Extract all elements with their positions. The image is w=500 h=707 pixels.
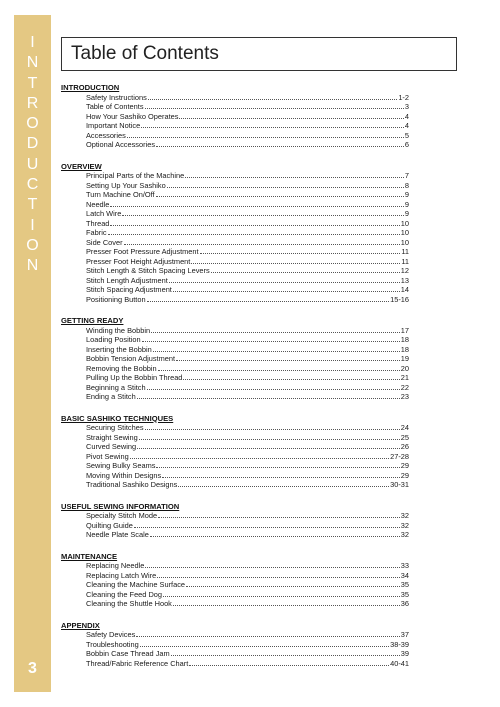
entry-page-number: 32 <box>400 511 409 520</box>
toc-entry[interactable] <box>61 247 409 257</box>
entry-title: Side Cover <box>86 237 123 247</box>
entry-title: Fabric <box>86 228 107 237</box>
entry-title: Inserting the Bobbin <box>86 344 152 354</box>
dot-leader <box>141 121 404 128</box>
dot-leader <box>158 511 400 518</box>
entry-page-number: 9 <box>404 209 409 218</box>
entry-page-number: 20 <box>400 363 409 373</box>
toc-entry[interactable] <box>61 471 409 481</box>
toc-entry[interactable] <box>61 140 409 150</box>
entry-title: Turn Machine On/Off <box>86 190 155 199</box>
dot-leader <box>122 209 404 216</box>
dot-leader <box>179 112 403 119</box>
entry-page-number: 4 <box>404 111 409 121</box>
entry-title: Optional Accessories <box>86 140 156 149</box>
dot-leader <box>158 364 400 371</box>
toc-entry[interactable] <box>61 511 409 521</box>
toc-entry[interactable] <box>61 423 409 433</box>
dot-leader <box>183 373 399 380</box>
dot-leader <box>156 140 404 147</box>
dot-leader <box>147 295 390 302</box>
dot-leader <box>110 200 403 207</box>
entry-title: Straight Sewing <box>86 432 138 442</box>
dot-leader <box>200 247 401 254</box>
dot-leader <box>145 102 404 109</box>
entry-page-number: 38-39 <box>390 639 409 649</box>
entry-page-number: 3 <box>404 102 409 111</box>
dot-leader <box>157 571 400 578</box>
toc-entry[interactable] <box>61 354 409 364</box>
toc-entry[interactable] <box>61 238 409 248</box>
entry-title: Stitch Spacing Adjustment <box>86 285 172 294</box>
entry-page-number: 11 <box>401 256 409 266</box>
dot-leader <box>191 257 400 264</box>
toc-entry[interactable] <box>61 590 409 600</box>
toc-entry[interactable] <box>61 219 409 229</box>
toc-entry[interactable] <box>61 452 409 462</box>
side-label-letter: I <box>30 216 35 234</box>
section-heading: BASIC SASHIKO TECHNIQUES <box>61 413 174 423</box>
dot-leader <box>130 452 389 459</box>
toc-section <box>61 414 409 490</box>
toc-entry[interactable] <box>61 295 409 305</box>
entry-page-number: 36 <box>400 599 409 608</box>
entry-page-number: 35 <box>400 580 409 589</box>
entry-page-number: 32 <box>400 520 409 530</box>
entry-page-number: 15-16 <box>390 294 409 304</box>
entry-page-number: 8 <box>404 180 409 190</box>
entry-title: Important Notice <box>86 121 141 130</box>
dot-leader <box>169 276 400 283</box>
entry-page-number: 29 <box>400 461 409 470</box>
side-label-letter: R <box>26 94 39 112</box>
dot-leader <box>185 171 404 178</box>
toc-entry[interactable] <box>61 181 409 191</box>
entry-title: Removing the Bobbin <box>86 363 157 373</box>
entry-title: How Your Sashiko Operates <box>86 111 179 121</box>
toc-section <box>61 552 409 609</box>
dot-leader <box>108 228 400 235</box>
entry-page-number: 19 <box>400 354 409 363</box>
dot-leader <box>156 461 399 468</box>
entry-title: Cleaning the Shuttle Hook <box>86 599 172 608</box>
entry-page-number: 33 <box>400 561 409 570</box>
dot-leader <box>137 442 400 449</box>
entry-title: Specialty Stitch Mode <box>86 511 158 520</box>
dot-leader <box>142 335 400 342</box>
entry-page-number: 35 <box>400 589 409 599</box>
dot-leader <box>127 131 404 138</box>
entry-title: Stitch Length Adjustment <box>86 275 168 285</box>
table-of-contents <box>61 83 409 668</box>
side-label-letter: O <box>26 115 39 133</box>
toc-entry[interactable] <box>61 442 409 452</box>
dot-leader <box>153 345 400 352</box>
toc-entry[interactable] <box>61 580 409 590</box>
entry-title: Bobbin Tension Adjustment <box>86 354 176 363</box>
entry-page-number: 34 <box>400 570 409 580</box>
entry-title: Principal Parts of the Machine <box>86 171 185 180</box>
dot-leader <box>162 471 400 478</box>
dot-leader <box>186 580 400 587</box>
entry-title: Setting Up Your Sashiko <box>86 180 166 190</box>
toc-entry[interactable] <box>61 209 409 219</box>
dot-leader <box>156 190 404 197</box>
side-label-letter: U <box>26 155 39 173</box>
dot-leader <box>150 530 400 537</box>
entry-title: Safety Instructions <box>86 92 147 102</box>
section-heading: MAINTENANCE <box>61 551 118 561</box>
toc-entry[interactable] <box>61 93 409 103</box>
entry-page-number: 32 <box>400 530 409 539</box>
toc-entry[interactable] <box>61 171 409 181</box>
entry-title: Presser Foot Height Adjustment <box>86 256 191 266</box>
entry-page-number: 21 <box>400 373 409 382</box>
side-label-letter: N <box>26 54 39 72</box>
toc-entry[interactable] <box>61 364 409 374</box>
dot-leader <box>137 392 400 399</box>
toc-entry[interactable] <box>61 571 409 581</box>
toc-entry[interactable] <box>61 266 409 276</box>
entry-page-number: 9 <box>404 199 409 209</box>
toc-entry[interactable] <box>61 131 409 141</box>
entry-page-number: 13 <box>400 275 409 285</box>
dot-leader <box>134 521 400 528</box>
toc-entry[interactable] <box>61 257 409 267</box>
toc-entry[interactable] <box>61 392 409 402</box>
entry-title: Cleaning the Machine Surface <box>86 580 186 589</box>
toc-entry[interactable] <box>61 659 409 669</box>
entry-page-number: 10 <box>400 218 409 228</box>
entry-title: Latch Wire <box>86 209 122 218</box>
entry-page-number: 17 <box>400 325 409 335</box>
dot-leader <box>139 433 400 440</box>
toc-entry[interactable] <box>61 276 409 286</box>
entry-page-number: 4 <box>404 121 409 130</box>
side-label-letter: I <box>30 34 35 51</box>
entry-page-number: 24 <box>400 423 409 432</box>
side-label <box>14 33 51 277</box>
toc-entry[interactable] <box>61 649 409 659</box>
dot-leader <box>173 285 400 292</box>
entry-title: Safety Devices <box>86 630 136 639</box>
entry-page-number: 14 <box>400 285 409 294</box>
section-heading: USEFUL SEWING INFORMATION <box>61 501 180 511</box>
toc-entry[interactable] <box>61 285 409 295</box>
dot-leader <box>140 640 389 647</box>
dot-leader <box>151 326 400 333</box>
entry-page-number: 6 <box>404 140 409 149</box>
entry-title: Bobbin Case Thread Jam <box>86 649 170 658</box>
entry-page-number: 18 <box>400 344 409 354</box>
toc-entry[interactable] <box>61 561 409 571</box>
side-label-letter: N <box>26 257 39 275</box>
entry-page-number: 9 <box>404 190 409 199</box>
toc-entry[interactable] <box>61 112 409 122</box>
dot-leader <box>148 93 398 100</box>
section-heading: OVERVIEW <box>61 161 102 171</box>
dot-leader <box>145 561 399 568</box>
entry-title: Positioning Button <box>86 294 146 304</box>
entry-page-number: 40-41 <box>390 658 409 668</box>
toc-section <box>61 83 409 150</box>
entry-title: Winding the Bobbin <box>86 325 151 335</box>
toc-entry[interactable] <box>61 121 409 131</box>
entry-title: Replacing Needle <box>86 561 145 570</box>
entry-title: Thread/Fabric Reference Chart <box>86 658 189 668</box>
entry-title: Ending a Stitch <box>86 392 136 401</box>
toc-entry[interactable] <box>61 335 409 345</box>
entry-title: Quilting Guide <box>86 520 133 530</box>
toc-entry[interactable] <box>61 190 409 200</box>
dot-leader <box>178 480 389 487</box>
entry-page-number: 26 <box>400 442 409 451</box>
toc-entry[interactable] <box>61 373 409 383</box>
dot-leader <box>163 590 400 597</box>
toc-entry[interactable] <box>61 640 409 650</box>
toc-entry[interactable] <box>61 102 409 112</box>
side-label-letter: T <box>27 196 38 214</box>
entry-page-number: 29 <box>400 470 409 480</box>
entry-title: Table of Contents <box>86 102 144 111</box>
dot-leader <box>147 383 400 390</box>
entry-page-number: 11 <box>401 247 409 256</box>
entry-title: Moving Within Designs <box>86 470 162 480</box>
toc-entry[interactable] <box>61 200 409 210</box>
toc-section <box>61 621 409 669</box>
entry-title: Pulling Up the Bobbin Thread <box>86 373 183 382</box>
entry-title: Loading Position <box>86 335 141 344</box>
section-heading: APPENDIX <box>61 620 100 630</box>
entry-page-number: 5 <box>404 130 409 140</box>
title-box <box>61 37 457 71</box>
toc-section <box>61 502 409 540</box>
dot-leader <box>167 181 404 188</box>
section-heading: INTRODUCTION <box>61 83 120 92</box>
section-heading: GETTING READY <box>61 316 124 325</box>
entry-title: Traditional Sashiko Designs <box>86 480 178 489</box>
entry-title: Pivot Sewing <box>86 451 129 461</box>
entry-title: Curved Sewing <box>86 442 137 451</box>
dot-leader <box>211 266 400 273</box>
entry-title: Accessories <box>86 130 126 140</box>
side-label-letter: D <box>26 135 39 153</box>
entry-title: Thread <box>86 218 110 228</box>
toc-entry[interactable] <box>61 433 409 443</box>
toc-entry[interactable] <box>61 480 409 490</box>
toc-entry[interactable] <box>61 530 409 540</box>
dot-leader <box>124 238 400 245</box>
entry-title: Beginning a Stitch <box>86 382 146 392</box>
toc-entry[interactable] <box>61 326 409 336</box>
entry-page-number: 23 <box>400 392 409 401</box>
toc-section <box>61 162 409 305</box>
toc-entry[interactable] <box>61 345 409 355</box>
page-number: 3 <box>28 660 37 677</box>
entry-page-number: 1-2 <box>398 92 409 102</box>
toc-entry[interactable] <box>61 521 409 531</box>
toc-entry[interactable] <box>61 228 409 238</box>
dot-leader <box>173 599 400 606</box>
toc-entry[interactable] <box>61 383 409 393</box>
entry-page-number: 10 <box>400 237 409 247</box>
side-label-letter: O <box>26 236 39 254</box>
entry-title: Needle Plate Scale <box>86 530 149 539</box>
entry-page-number: 10 <box>400 228 409 237</box>
dot-leader <box>171 649 400 656</box>
entry-page-number: 7 <box>404 171 409 180</box>
dot-leader <box>176 354 400 361</box>
entry-page-number: 25 <box>400 432 409 442</box>
dot-leader <box>145 423 400 430</box>
toc-section <box>61 316 409 402</box>
entry-title: Presser Foot Pressure Adjustment <box>86 247 199 256</box>
side-label-letter: C <box>26 176 39 194</box>
entry-title: Sewing Bulky Seams <box>86 461 156 470</box>
dot-leader <box>189 659 389 666</box>
toc-entry[interactable] <box>61 461 409 471</box>
entry-page-number: 18 <box>400 335 409 344</box>
dot-leader <box>136 630 399 637</box>
entry-title: Stitch Length & Stitch Spacing Levers <box>86 266 210 275</box>
entry-title: Troubleshooting <box>86 639 139 649</box>
entry-title: Securing Stitches <box>86 423 144 432</box>
entry-page-number: 30-31 <box>390 480 409 489</box>
entry-page-number: 27-28 <box>390 451 409 461</box>
toc-entry[interactable] <box>61 630 409 640</box>
page-title: Table of Contents <box>71 43 219 64</box>
dot-leader <box>110 219 399 226</box>
entry-page-number: 37 <box>400 630 409 639</box>
toc-entry[interactable] <box>61 599 409 609</box>
side-tab-bar <box>14 15 51 692</box>
entry-page-number: 39 <box>400 649 409 658</box>
entry-page-number: 12 <box>400 266 409 275</box>
entry-title: Needle <box>86 199 110 209</box>
entry-title: Replacing Latch Wire <box>86 570 157 580</box>
side-label-letter: T <box>27 74 38 92</box>
entry-page-number: 22 <box>400 382 409 392</box>
entry-title: Cleaning the Feed Dog <box>86 589 163 599</box>
